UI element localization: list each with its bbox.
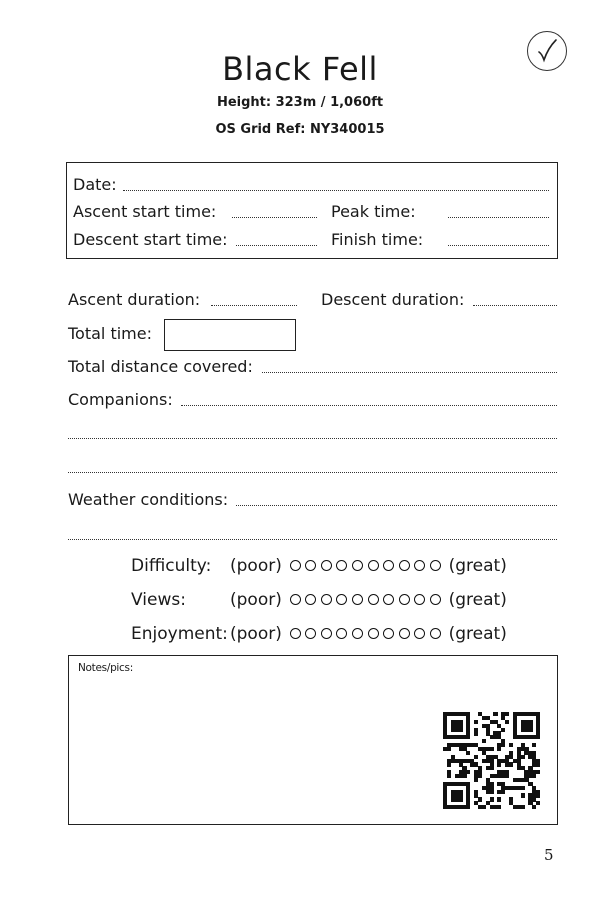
- rating-circle-3[interactable]: [321, 594, 332, 605]
- total-time-field[interactable]: [164, 319, 296, 351]
- rating-circle-1[interactable]: [290, 594, 301, 605]
- height-text: Height: 323m / 1,060ft: [216, 95, 384, 110]
- poor-label: (poor): [230, 556, 282, 576]
- rating-circle-9[interactable]: [414, 560, 425, 571]
- rating-scale: [230, 624, 507, 644]
- rating-label-0: Difficulty:: [131, 556, 212, 576]
- rating-circle-4[interactable]: [336, 628, 347, 639]
- rating-circle-1[interactable]: [290, 560, 301, 571]
- poor-label: (poor): [230, 590, 282, 610]
- page-number: 5: [544, 846, 554, 864]
- rating-circle-3[interactable]: [321, 628, 332, 639]
- date-field[interactable]: [123, 190, 549, 191]
- great-label: (great): [448, 624, 507, 644]
- ascent-start-field[interactable]: [232, 217, 317, 218]
- rating-circle-6[interactable]: [368, 560, 379, 571]
- rating-circle-9[interactable]: [414, 628, 425, 639]
- rating-circle-10[interactable]: [430, 594, 441, 605]
- descent-duration-field[interactable]: [473, 305, 557, 306]
- rating-circle-7[interactable]: [383, 560, 394, 571]
- descent-start-field[interactable]: [236, 245, 317, 246]
- peak-time-label: Peak time:: [331, 202, 416, 221]
- companions-field[interactable]: [181, 405, 557, 406]
- total-time-label: Total time:: [68, 324, 152, 343]
- great-label: (great): [448, 556, 507, 576]
- rating-circle-5[interactable]: [352, 628, 363, 639]
- descent-duration-label: Descent duration:: [321, 290, 465, 309]
- rating-circle-6[interactable]: [368, 594, 379, 605]
- page-title: Black Fell: [222, 50, 378, 88]
- rating-circle-7[interactable]: [383, 628, 394, 639]
- ascent-start-label: Ascent start time:: [73, 202, 217, 221]
- finish-time-field[interactable]: [448, 245, 549, 246]
- rating-label-2: Enjoyment:: [131, 624, 228, 644]
- rating-circle-10[interactable]: [430, 560, 441, 571]
- companions-field-line-2[interactable]: [68, 438, 557, 439]
- rating-scale: [230, 556, 507, 576]
- rating-circle-1[interactable]: [290, 628, 301, 639]
- date-label: Date:: [73, 175, 117, 194]
- rating-circle-8[interactable]: [399, 594, 410, 605]
- great-label: (great): [448, 590, 507, 610]
- qr-code-icon: [443, 712, 540, 809]
- rating-circle-5[interactable]: [352, 594, 363, 605]
- rating-label-1: Views:: [131, 590, 186, 610]
- weather-label: Weather conditions:: [68, 490, 229, 509]
- weather-field[interactable]: [236, 505, 557, 506]
- rating-circle-8[interactable]: [399, 628, 410, 639]
- rating-circle-9[interactable]: [414, 594, 425, 605]
- finish-time-label: Finish time:: [331, 230, 424, 249]
- rating-circle-10[interactable]: [430, 628, 441, 639]
- descent-start-label: Descent start time:: [73, 230, 228, 249]
- rating-circle-2[interactable]: [305, 628, 316, 639]
- grid-ref-text: OS Grid Ref: NY340015: [215, 122, 385, 137]
- rating-circle-3[interactable]: [321, 560, 332, 571]
- total-distance-field[interactable]: [262, 372, 557, 373]
- notes-label: Notes/pics:: [78, 662, 133, 674]
- rating-circle-2[interactable]: [305, 560, 316, 571]
- rating-circle-5[interactable]: [352, 560, 363, 571]
- rating-circle-7[interactable]: [383, 594, 394, 605]
- rating-circle-8[interactable]: [399, 560, 410, 571]
- poor-label: (poor): [230, 624, 282, 644]
- rating-circle-4[interactable]: [336, 560, 347, 571]
- companions-field-line-3[interactable]: [68, 472, 557, 473]
- rating-circle-2[interactable]: [305, 594, 316, 605]
- weather-field-line-2[interactable]: [68, 539, 557, 540]
- companions-label: Companions:: [68, 390, 173, 409]
- rating-circle-6[interactable]: [368, 628, 379, 639]
- total-distance-label: Total distance covered:: [68, 357, 253, 376]
- peak-time-field[interactable]: [448, 217, 549, 218]
- rating-circle-4[interactable]: [336, 594, 347, 605]
- ascent-duration-field[interactable]: [211, 305, 297, 306]
- ascent-duration-label: Ascent duration:: [68, 290, 201, 309]
- rating-scale: [230, 590, 507, 610]
